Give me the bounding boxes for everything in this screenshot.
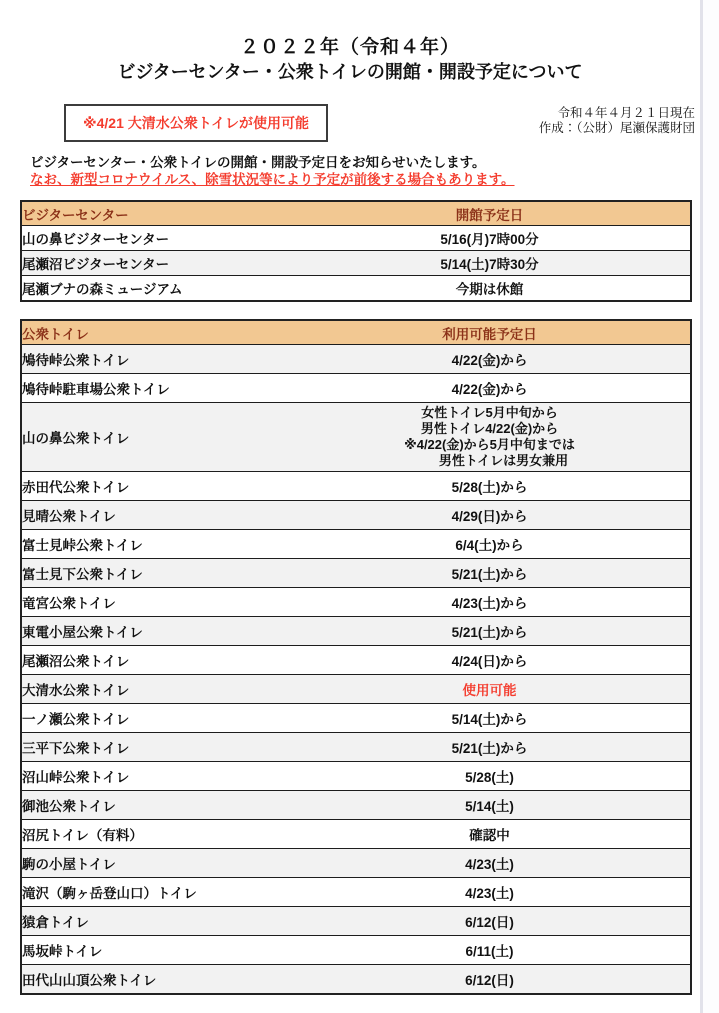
visitor-center-row bbox=[21, 226, 691, 251]
toilet-row bbox=[21, 501, 691, 530]
available-date-line: 男性トイレは男女兼用 bbox=[438, 453, 569, 469]
toilet-row bbox=[21, 762, 691, 791]
scrollbar-track[interactable] bbox=[703, 0, 719, 1013]
toilet-row bbox=[21, 675, 691, 704]
available-date: 5/14(土) bbox=[289, 791, 691, 820]
available-date-column-header: 利用可能予定日 bbox=[289, 320, 691, 345]
author-line: 作成：（公財）尾瀬保護財団 bbox=[538, 120, 695, 135]
available-date: 使用可能 bbox=[289, 675, 691, 704]
facility-name: 沼尻トイレ（有料） bbox=[21, 820, 289, 849]
title-year: ２０２２年（令和４年） bbox=[239, 37, 460, 58]
available-date: 6/12(日) bbox=[289, 965, 691, 994]
opening-date-column-header: 開館予定日 bbox=[289, 201, 691, 226]
facility-name: 駒の小屋トイレ bbox=[21, 849, 289, 878]
facility-name: 赤田代公衆トイレ bbox=[21, 472, 289, 501]
facility-name: 三平下公衆トイレ bbox=[21, 733, 289, 762]
available-date: 5/21(土)から bbox=[289, 733, 691, 762]
notice-box: ※4/21 大清水公衆トイレが使用可能 bbox=[64, 104, 328, 142]
toilet-row bbox=[21, 646, 691, 675]
opening-date: 今期は休館 bbox=[289, 276, 691, 301]
facility-name: 沼山峠公衆トイレ bbox=[21, 762, 289, 791]
available-date: 4/23(土) bbox=[289, 878, 691, 907]
available-date: 5/21(土)から bbox=[289, 559, 691, 588]
toilet-row bbox=[21, 345, 691, 374]
facility-name: 山の鼻ビジターセンター bbox=[21, 226, 289, 251]
facility-name: 山の鼻公衆トイレ bbox=[21, 403, 289, 472]
as-of-date: 令和４年４月２１日現在 bbox=[557, 105, 695, 120]
page-title bbox=[0, 0, 700, 83]
available-date: 6/11(土) bbox=[289, 936, 691, 965]
title-subject: ビジターセンター・公衆トイレの開館・開設予定について bbox=[117, 61, 583, 82]
available-date: 4/29(日)から bbox=[289, 501, 691, 530]
toilet-row bbox=[21, 907, 691, 936]
visitor-center-row bbox=[21, 276, 691, 301]
available-date: 5/28(土)から bbox=[289, 472, 691, 501]
available-date: 4/22(金)から bbox=[289, 345, 691, 374]
toilet-row bbox=[21, 820, 691, 849]
toilet-row bbox=[21, 704, 691, 733]
opening-date: 5/16(月)7時00分 bbox=[289, 226, 691, 251]
facility-name: 田代山山頂公衆トイレ bbox=[21, 965, 289, 994]
public-toilet-table bbox=[20, 319, 692, 995]
toilet-row bbox=[21, 617, 691, 646]
facility-name: 一ノ瀬公衆トイレ bbox=[21, 704, 289, 733]
toilet-row bbox=[21, 403, 691, 472]
available-date bbox=[289, 403, 691, 472]
facility-name: 滝沢（駒ヶ岳登山口）トイレ bbox=[21, 878, 289, 907]
facility-name: 富士見峠公衆トイレ bbox=[21, 530, 289, 559]
toilet-row bbox=[21, 559, 691, 588]
toilet-row bbox=[21, 849, 691, 878]
available-date: 確認中 bbox=[289, 820, 691, 849]
toilet-row bbox=[21, 472, 691, 501]
toilet-row bbox=[21, 530, 691, 559]
facility-name: 尾瀬沼ビジターセンター bbox=[21, 251, 289, 276]
toilet-row bbox=[21, 936, 691, 965]
available-date: 5/14(土)から bbox=[289, 704, 691, 733]
facility-name: 御池公衆トイレ bbox=[21, 791, 289, 820]
visitor-center-header-row bbox=[21, 201, 691, 226]
toilet-row bbox=[21, 733, 691, 762]
available-date: 6/4(土)から bbox=[289, 530, 691, 559]
covid-warning-line: なお、新型コロナウイルス、除雪状況等により予定が前後する場合もあります。 bbox=[30, 171, 515, 187]
facility-name: 尾瀬ブナの森ミュージアム bbox=[21, 276, 289, 301]
available-date-line: ※4/22(金)から5月中旬までは bbox=[404, 437, 575, 453]
facility-name: 馬坂峠トイレ bbox=[21, 936, 289, 965]
facility-name: 尾瀬沼公衆トイレ bbox=[21, 646, 289, 675]
available-date: 4/24(日)から bbox=[289, 646, 691, 675]
visitor-center-column-header: ビジターセンター bbox=[21, 201, 289, 226]
meta-row bbox=[64, 104, 695, 142]
facility-name: 東電小屋公衆トイレ bbox=[21, 617, 289, 646]
opening-date: 5/14(土)7時30分 bbox=[289, 251, 691, 276]
intro-block bbox=[30, 155, 700, 188]
available-date-line: 男性トイレ4/22(金)から bbox=[420, 421, 559, 437]
available-date: 5/28(土) bbox=[289, 762, 691, 791]
intro-line: ビジターセンター・公衆トイレの開館・開設予定日をお知らせいたします。 bbox=[30, 154, 486, 170]
public-toilet-header-row bbox=[21, 320, 691, 345]
available-date: 4/23(土)から bbox=[289, 588, 691, 617]
available-date: 4/23(土) bbox=[289, 849, 691, 878]
visitor-center-table bbox=[20, 200, 692, 302]
facility-name: 大清水公衆トイレ bbox=[21, 675, 289, 704]
toilet-row bbox=[21, 791, 691, 820]
available-date: 5/21(土)から bbox=[289, 617, 691, 646]
public-toilet-column-header: 公衆トイレ bbox=[21, 320, 289, 345]
facility-name: 鳩待峠公衆トイレ bbox=[21, 345, 289, 374]
facility-name: 富士見下公衆トイレ bbox=[21, 559, 289, 588]
facility-name: 見晴公衆トイレ bbox=[21, 501, 289, 530]
facility-name: 竜宮公衆トイレ bbox=[21, 588, 289, 617]
date-block bbox=[539, 104, 695, 137]
toilet-row bbox=[21, 878, 691, 907]
facility-name: 鳩待峠駐車場公衆トイレ bbox=[21, 374, 289, 403]
toilet-row bbox=[21, 374, 691, 403]
toilet-row bbox=[21, 965, 691, 994]
available-date: 6/12(日) bbox=[289, 907, 691, 936]
facility-name: 猿倉トイレ bbox=[21, 907, 289, 936]
available-date-line: 女性トイレ5月中旬から bbox=[421, 405, 558, 421]
available-date: 4/22(金)から bbox=[289, 374, 691, 403]
visitor-center-row bbox=[21, 251, 691, 276]
toilet-row bbox=[21, 588, 691, 617]
